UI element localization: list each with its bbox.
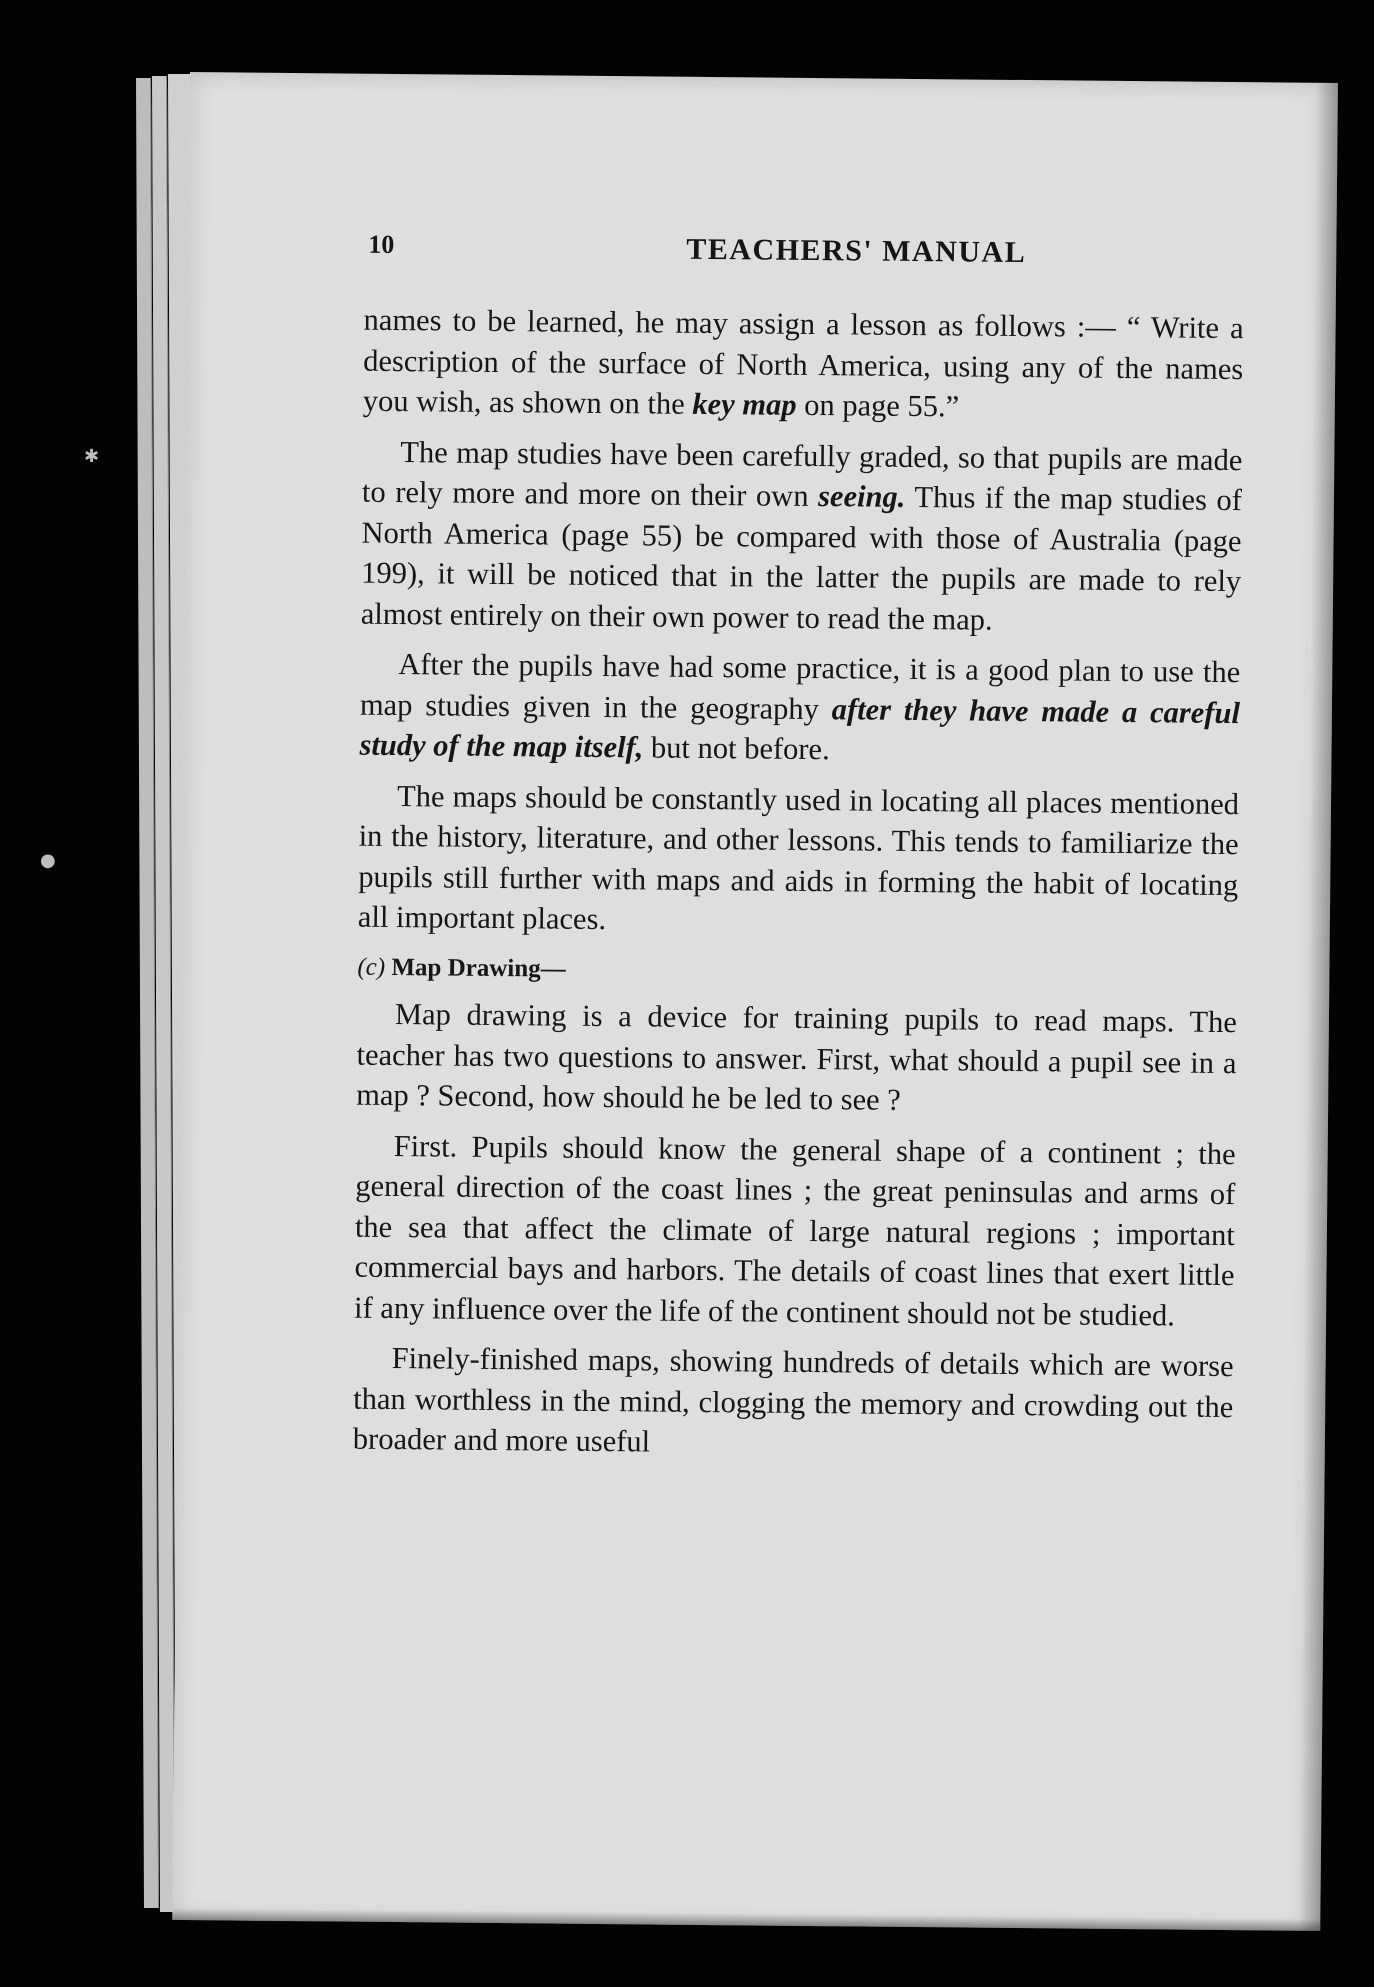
running-head: TEACHERS' MANUAL [686,232,1027,270]
page-number: 10 [368,229,395,259]
paragraph: Finely-finished maps, showing hundreds of details which are worse than worthless in the mind, clogging the memory and crowding out the broader and more useful [352,1340,1234,1459]
paragraph [363,300,1244,430]
paragraph-text: names to be learned, he may assign a lesson as follows :— “ Write a description of the surface of North America, using any of the names you wish, as shown on the [362,302,1244,421]
paragraph: First. Pupils should know the general shape of a continent ; the general direction of the coast lines ; the great peninsulas and arms of the sea that affect the climate of large natural regions ; important commercial bays and harbors. The details of coast lines that exert little if any influence over the life of the continent should not be studied. [353,1128,1236,1333]
paragraph [361,431,1243,642]
margin-speck: ✱ [84,446,100,467]
page-shadow [1298,83,1338,1931]
emphasis-text: seeing. [817,479,906,514]
margin-speck: ● [40,850,56,871]
subheading-marker: (c) [357,953,386,981]
page-header [368,230,1268,279]
emphasis-text: after they have made a careful study of the map itself, [359,691,1241,765]
section-subheading [357,947,1237,996]
paragraph: The maps should be constantly used in locating all places mentioned in the history, literature, and other lessons. This tends to familiarize the pupils still further with maps and aids in forming the habit of locating all important places. [357,778,1240,937]
paragraph-text: but not before. [643,730,830,767]
emphasis-text: key map [692,386,797,422]
paragraph-text: Thus if the map studies of North America (page 55) be compared with those of Australia (page 199), it will be noticed that in the latter the pupils are made to rely almost entirely on their own power to read the map. [360,479,1243,637]
subheading-label: Map Drawing— [391,953,566,983]
body-text [353,300,1244,1478]
paragraph-text: After the pupils have had some practice, it is a good plan to use the map studies given in the geography [359,647,1241,726]
page-bottom-shadow [172,1908,1320,1931]
paragraph-text: The map studies have been carefully graded, so that pupils are made to rely more and more on their own [361,434,1243,514]
paragraph [359,644,1240,774]
paragraph-text: on page 55.” [796,387,960,424]
paragraph: Map drawing is a device for training pupils to read maps. The teacher has two questions to answer. First, what should a pupil see in a map ? Second, how should he be led to see ? [356,997,1238,1117]
book-page [172,72,1338,1931]
